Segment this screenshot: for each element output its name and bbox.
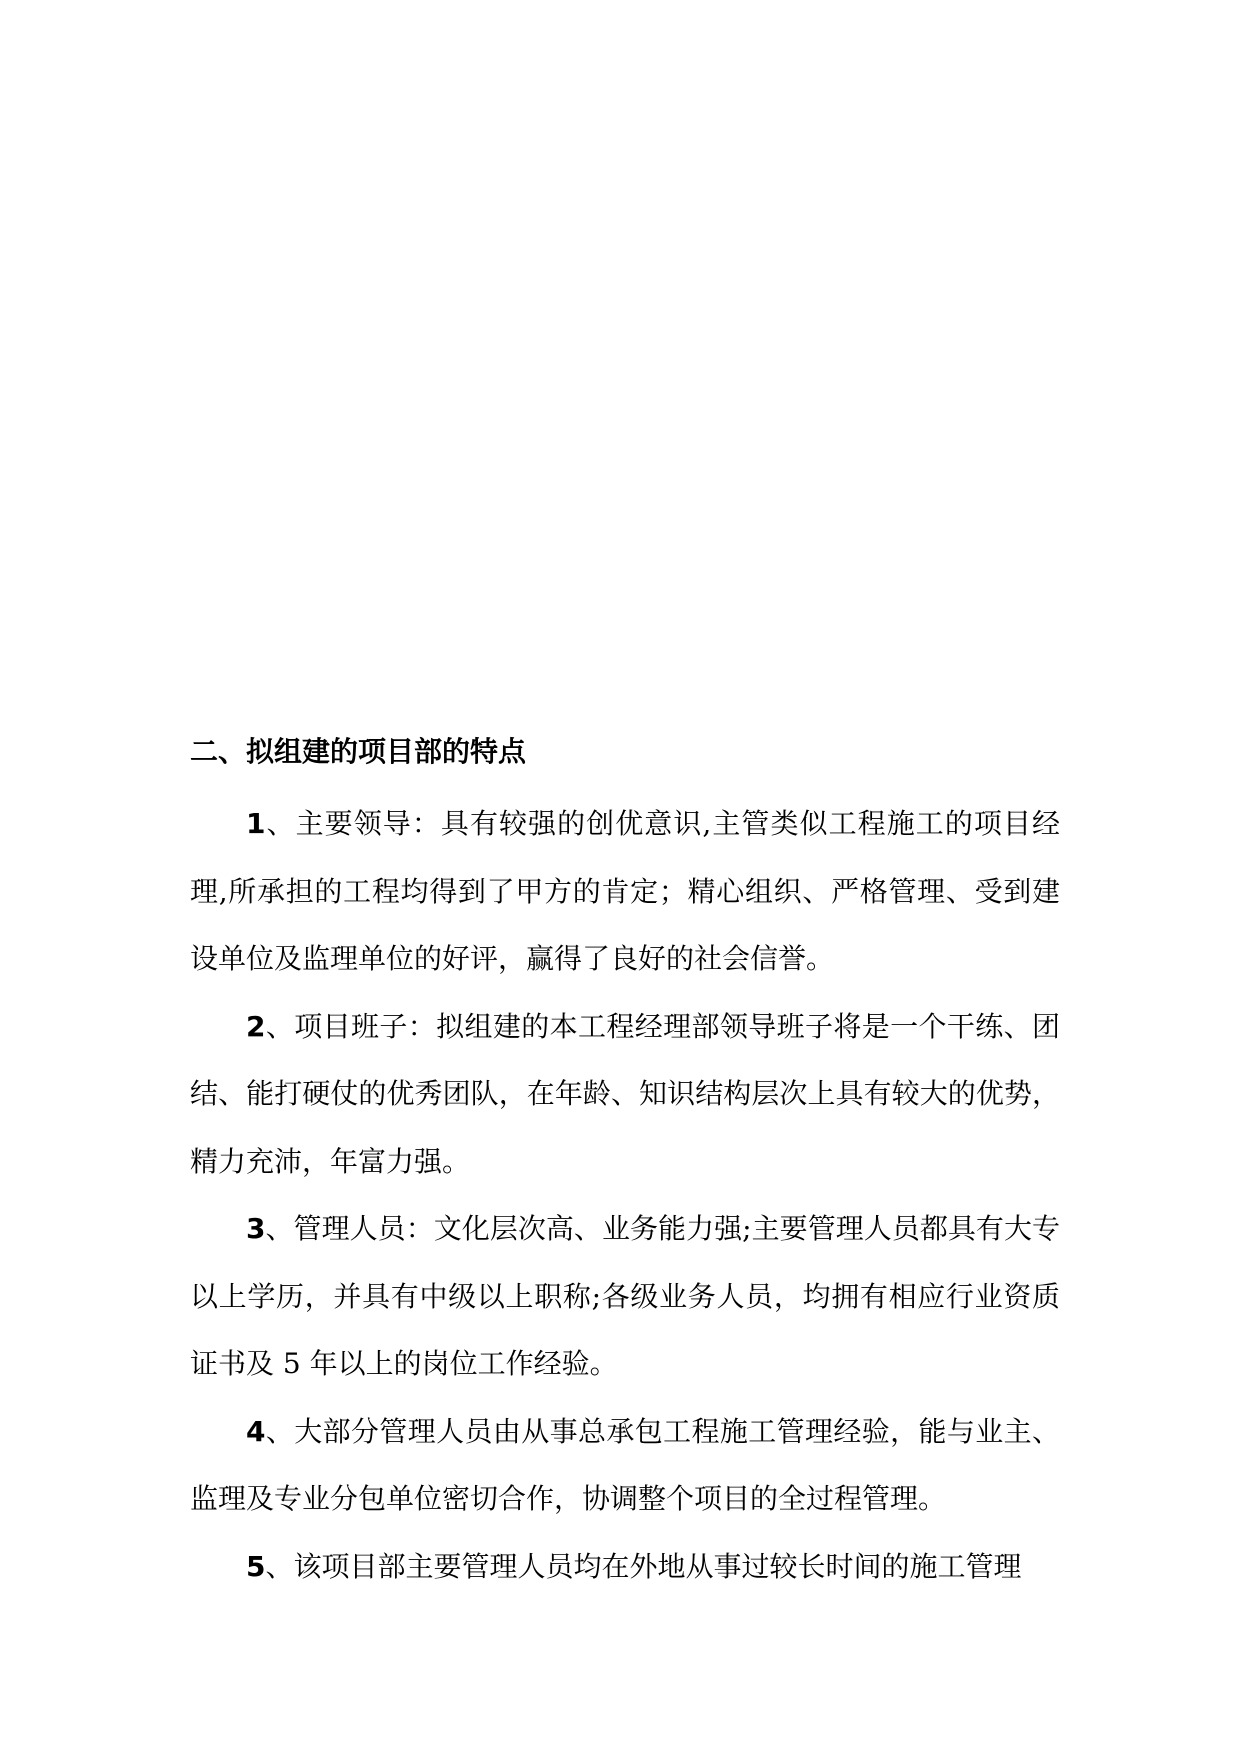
paragraph-2: [190, 993, 1060, 1196]
paragraph-5: [190, 1533, 1060, 1601]
paragraph-text: 、管理人员：文化层次高、业务能力强;主要管理人员都具有大专以上学历，并具有中级以上职称;各级业务人员，均拥有相应行业资质证书及 5 年以上的岗位工作经验。: [190, 1212, 1060, 1380]
paragraph-number: 5: [246, 1549, 266, 1583]
paragraph-text: 、该项目部主要管理人员均在外地从事过较长时间的施工管理: [265, 1549, 1022, 1583]
paragraph-3: [190, 1195, 1060, 1398]
paragraph-number: 3: [246, 1212, 266, 1245]
document-body: [190, 722, 1060, 1600]
paragraph-4: [190, 1398, 1060, 1533]
paragraph-number: 1: [246, 807, 266, 840]
paragraph-1: [190, 790, 1060, 993]
paragraph-text: 、项目班子：拟组建的本工程经理部领导班子将是一个干练、团结、能打硬仗的优秀团队，在年龄、知识结构层次上具有较大的优势，精力充沛，年富力强。: [190, 1009, 1060, 1178]
paragraph-text: 、大部分管理人员由从事总承包工程施工管理经验，能与业主、监理及专业分包单位密切合作，协调整个项目的全过程管理。: [190, 1414, 1060, 1515]
paragraph-number: 2: [246, 1009, 266, 1043]
paragraph-text: 、主要领导：具有较强的创优意识,主管类似工程施工的项目经理,所承担的工程均得到了甲方的肯定；精心组织、严格管理、受到建设单位及监理单位的好评，赢得了良好的社会信誉。: [190, 807, 1060, 975]
paragraph-number: 4: [246, 1414, 266, 1448]
section-heading: 二、拟组建的项目部的特点: [190, 735, 527, 768]
